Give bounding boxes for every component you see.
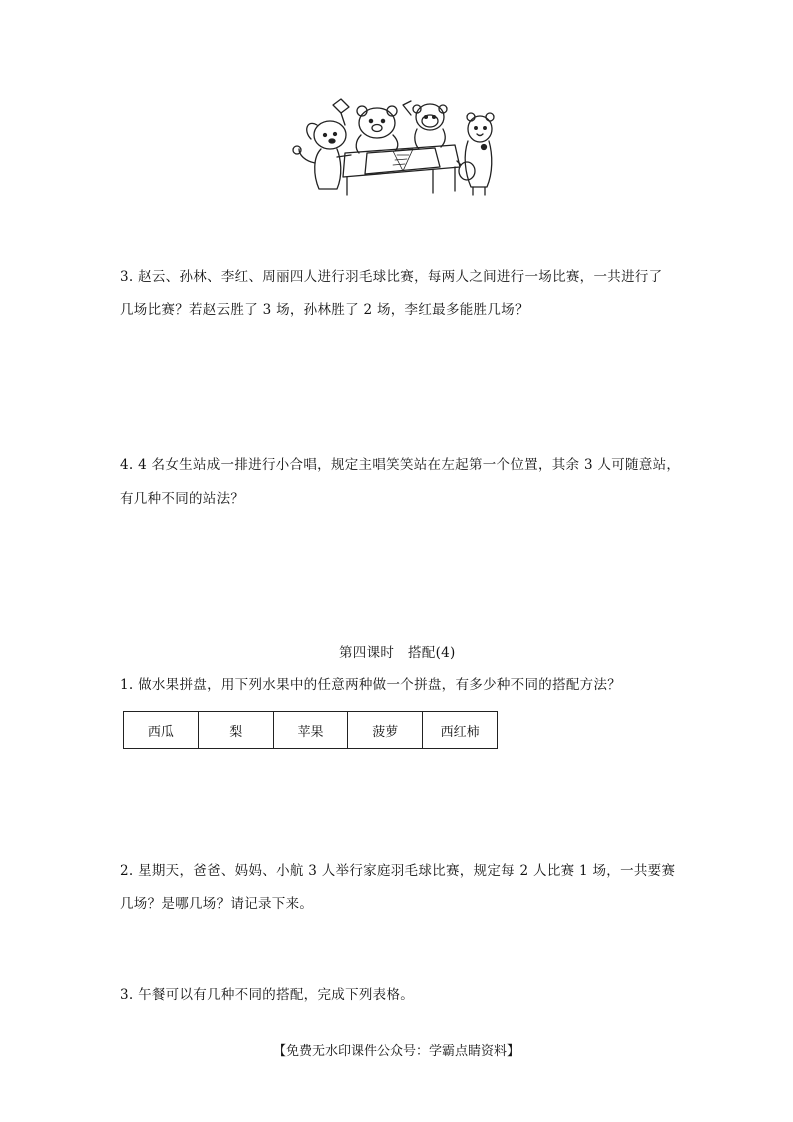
fruit-cell: 西瓜 [124,712,199,748]
problem-3-line1: 3. 赵云、孙林、李红、周丽四人进行羽毛球比赛，每两人之间进行一场比赛，一共进行了 [120,269,663,285]
section-problem-2-line1: 2. 星期天，爸爸、妈妈、小航 3 人举行家庭羽毛球比赛，规定每 2 人比赛 1 场，一共要赛 [120,863,676,879]
fruit-cell: 菠萝 [348,712,423,748]
problem-3-line2: 几场比赛？若赵云胜了 3 场，孙林胜了 2 场，李红最多能胜几场？ [120,302,529,318]
fruit-cell: 梨 [199,712,274,748]
section-problem-3-line1: 3. 午餐可以有几种不同的搭配，完成下列表格。 [120,987,415,1003]
footer-note: 【免费无水印课件公众号：学霸点睛资料】 [272,1044,520,1059]
problem-4-line1: 4. 4 名女生站成一排进行小合唱，规定主唱笑笑站在左起第一个位置，其余 3 人可随意站， [120,457,681,473]
section-problem-1-line1: 1. 做水果拼盘，用下列水果中的任意两种做一个拼盘，有多少种不同的搭配方法？ [120,677,622,693]
fruit-cell: 西红柿 [440,724,480,740]
section-problem-2-line2: 几场？是哪几场？请记录下来。 [120,896,314,912]
fruit-cell: 苹果 [274,712,349,748]
animals-chess-illustration-icon [285,95,510,200]
section-title: 第四课时 搭配(4) [339,645,456,661]
fruit-table [123,711,498,749]
problem-4-line2: 有几种不同的站法？ [120,491,245,507]
